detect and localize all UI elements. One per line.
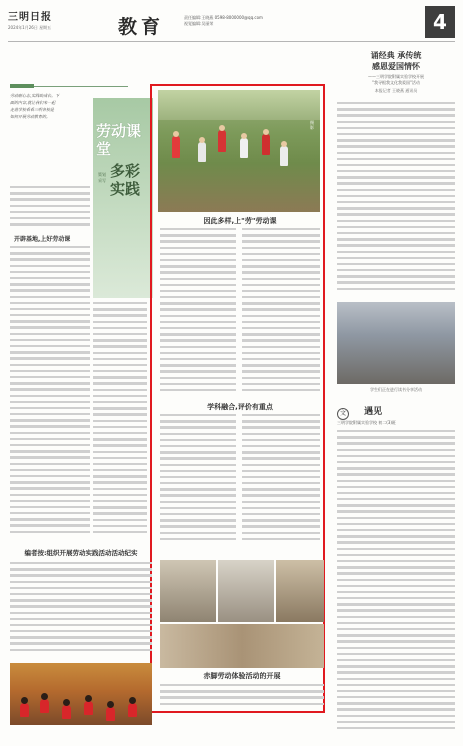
child-figure	[84, 701, 93, 715]
editors-info	[184, 15, 364, 27]
editors-line: 视觉编辑:吴丽荣	[184, 21, 214, 26]
left-body-text-b	[10, 246, 90, 541]
lead-line: 走进学校看看三明各校是	[10, 107, 54, 112]
kindergarten-photo	[10, 663, 152, 725]
right-article-byline: 本报记者 王晓燕 通讯员	[374, 88, 418, 93]
classroom-photo-caption: 学生们正在进行读书分享活动	[370, 387, 422, 392]
classroom-photo	[337, 302, 455, 384]
section-title: 教育	[118, 16, 165, 38]
child-figure	[128, 703, 137, 717]
banner-subtitle: 多彩实践	[110, 162, 141, 198]
left-section-head: 开辟基地,上好劳动课	[14, 236, 71, 243]
photo-credit: 摄影	[310, 120, 314, 130]
feature-subhead: 学科融合,评价有重点	[207, 403, 273, 411]
student-figure	[172, 136, 180, 158]
bottom-left-headline: 编者按:组织开展劳动实践活动活动纪实	[24, 549, 138, 557]
right-article-subtitle: "我寻根我文化我爱国"活动	[372, 80, 420, 85]
student-figure	[262, 134, 270, 155]
activity-photo	[218, 560, 274, 622]
right-article-title: 诵经典 承传统	[370, 50, 422, 60]
garden-photo	[158, 90, 320, 212]
lead-line: 面的内容,就让我们来一起	[10, 100, 56, 105]
student-figure	[280, 146, 288, 166]
right-article-subtitle: ——三明学院附属实验学校开展	[368, 74, 424, 79]
issue-date: 2024年1月26日 星期五	[8, 25, 52, 30]
banner-byline: 策划 采写	[98, 172, 106, 183]
feature-body-text-c	[160, 414, 236, 544]
masthead	[8, 6, 455, 42]
student-figure	[240, 138, 248, 158]
essay-head	[337, 400, 455, 420]
feature-body-text-a	[160, 228, 236, 398]
essay-title: 遇见	[364, 407, 383, 417]
child-figure	[106, 707, 115, 721]
essay-icon: 文	[337, 408, 349, 420]
lead-line: 如何开展劳动教育的。	[10, 114, 50, 119]
newspaper-brand: 三明日报	[8, 12, 52, 23]
left-body-text-c	[93, 302, 147, 542]
student-figure	[198, 142, 206, 162]
lead-divider	[10, 86, 128, 90]
feature-body-text-d	[242, 414, 320, 544]
right-article-head	[337, 48, 455, 94]
page-number: 4	[425, 6, 455, 38]
child-figure	[40, 699, 49, 713]
bottom-center-text	[160, 684, 324, 710]
child-figure	[62, 705, 71, 719]
right-article-text	[337, 102, 455, 298]
feature-body-text-b	[242, 228, 320, 398]
left-body-text-a	[10, 186, 90, 231]
right-article-title: 感恩爱国情怀	[372, 61, 420, 71]
child-figure	[20, 703, 29, 717]
essay-text	[337, 430, 455, 736]
activity-photo	[160, 624, 324, 668]
essay-byline: 三明学院附属实验学校 初二(3)班	[337, 420, 396, 425]
activity-photo	[276, 560, 324, 622]
bottom-center-headline: 赤脚劳动体验活动的开展	[203, 672, 281, 680]
student-figure	[218, 130, 226, 152]
photo-background	[158, 90, 320, 120]
bottom-left-text	[10, 562, 152, 658]
activity-photo	[160, 560, 216, 622]
lead-line: 劳动砺心志,实践助成长。下	[10, 93, 60, 98]
banner-title: 劳动课堂	[96, 122, 142, 158]
feature-article-title: 因此多样,上"劳"劳动课	[203, 217, 277, 225]
editors-line: 责任编辑:王晓燕 0598-8000000@qq.com	[184, 15, 263, 20]
